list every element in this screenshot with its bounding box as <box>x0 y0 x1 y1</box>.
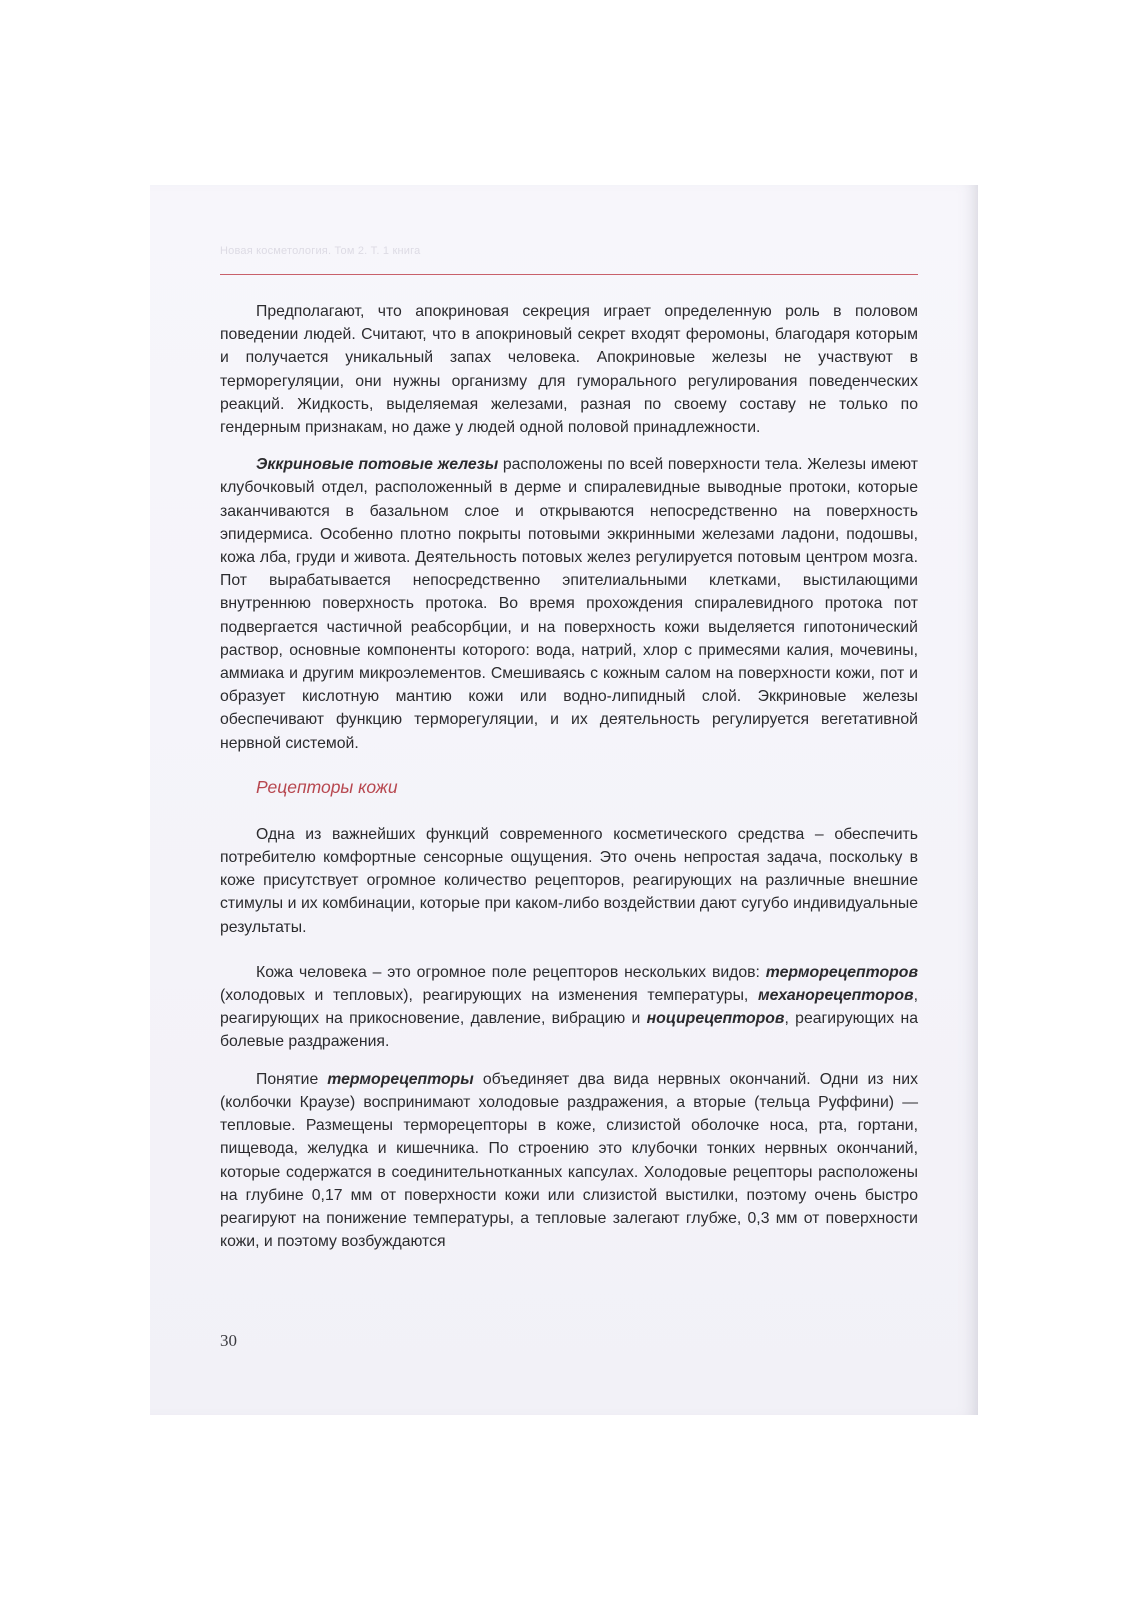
paragraph-receptor-types-text2: , реагирующих на прикосновение, давление, вибрацию и <box>220 987 918 1028</box>
paragraph-receptor-types <box>220 961 918 1054</box>
book-page <box>150 185 978 1415</box>
paragraph-receptor-types-lead: Кожа человека – это огромное поле рецепторов нескольких видов: <box>256 963 766 981</box>
paragraph-thermoreceptors <box>220 1068 918 1254</box>
term-mechanoreceptors: механорецепторов <box>757 987 914 1005</box>
section-heading: Рецепторы кожи <box>256 776 398 797</box>
page-body <box>220 300 918 1253</box>
paragraph-thermoreceptors-text: объединяет два вида нервных окончаний. Одни из них (колбочки Краузе) воспринимают холодовые раздражения, а вторые (тельца Руффини) — тепловые. Размещены терморецепторы в коже, слизистой оболочке носа, рта, гортани, пищевода, желудка и кишечника. По строению это клубочки тонких нервных окончаний, которые содержатся в соединительнотканных капсулах. Холодовые рецепторы расположены на глубине 0,17 мм от поверхности кожи или слизистой выстилки, поэтому очень быстро реагируют на понижение температуры, а тепловые залегают глубже, 0,3 мм от поверхности кожи, и поэтому возбуждаются <box>220 1070 918 1251</box>
page-number: 30 <box>220 1331 237 1350</box>
term-eccrine-glands: Эккриновые потовые железы <box>256 456 499 474</box>
term-thermoreceptors-concept: терморецепторы <box>327 1070 474 1088</box>
running-head: Новая косметология. Том 2. Т. 1 книга <box>220 245 421 257</box>
paragraph-thermoreceptors-lead: Понятие <box>256 1070 328 1088</box>
term-thermoreceptors: терморецепторов <box>765 963 918 981</box>
paragraph-eccrine <box>220 453 918 755</box>
paragraph-eccrine-text: расположены по всей поверхности тела. Железы имеют клубочковый отдел, расположенный в дерме и спиралевидные выводные протоки, которые заканчиваются в базальном слое и открываются непосредственно на поверхность эпидермиса. Особенно плотно покрыты потовыми эккринными железами ладони, подошвы, кожа лба, груди и живота. Деятельность потовых желез регулируется потовым центром мозга. Пот вырабатывается непосредственно эпителиальными клетками, выстилающими внутреннюю поверхность протока. Во время прохождения спиралевидного протока пот подвергается частичной реабсорбции, и на поверхность кожи выделяется гипотонический раствор, основные компоненты которого: вода, натрий, хлор с примесями калия, мочевины, аммиака и другим микроэлементов. Смешиваясь с кожным салом на поверхности кожи, пот и образует кислотную мантию кожи или водно-липидный слой. Эккриновые железы обеспечивают функцию терморегуляции, и их деятельность регулируется вегетативной нервной системой. <box>220 456 918 752</box>
paragraph-receptor-types-text1: (холодовых и тепловых), реагирующих на изменения температуры, <box>220 987 758 1005</box>
paragraph-receptor-types-text3: , реагирующих на болевые раздражения. <box>220 1010 918 1051</box>
header-rule <box>220 274 918 275</box>
term-nociceptors: ноцирецепторов <box>646 1010 785 1028</box>
paragraph-sensory: Одна из важнейших функций современного косметического средства – обеспечить потребителю комфортные сенсорные ощущения. Это очень непростая задача, поскольку в коже присутствует огромное количество рецепторов, реагирующих на различные внешние стимулы и их комбинации, которые при каком-либо воздействии дают сугубо индивидуальные результаты. <box>220 825 918 936</box>
paragraph-apocrine: Предполагают, что апокриновая секреция играет определенную роль в половом поведении людей. Считают, что в апокриновый секрет входят феромоны, благодаря которым и получается уникальный запах человека. Апокриновые железы не участвуют в терморегуляции, они нужны организму для гуморального регулирования поведенческих реакций. Жидкость, выделяемая железами, разная по своему составу не только по гендерным признакам, но даже у людей одной половой принадлежности. <box>220 303 918 437</box>
